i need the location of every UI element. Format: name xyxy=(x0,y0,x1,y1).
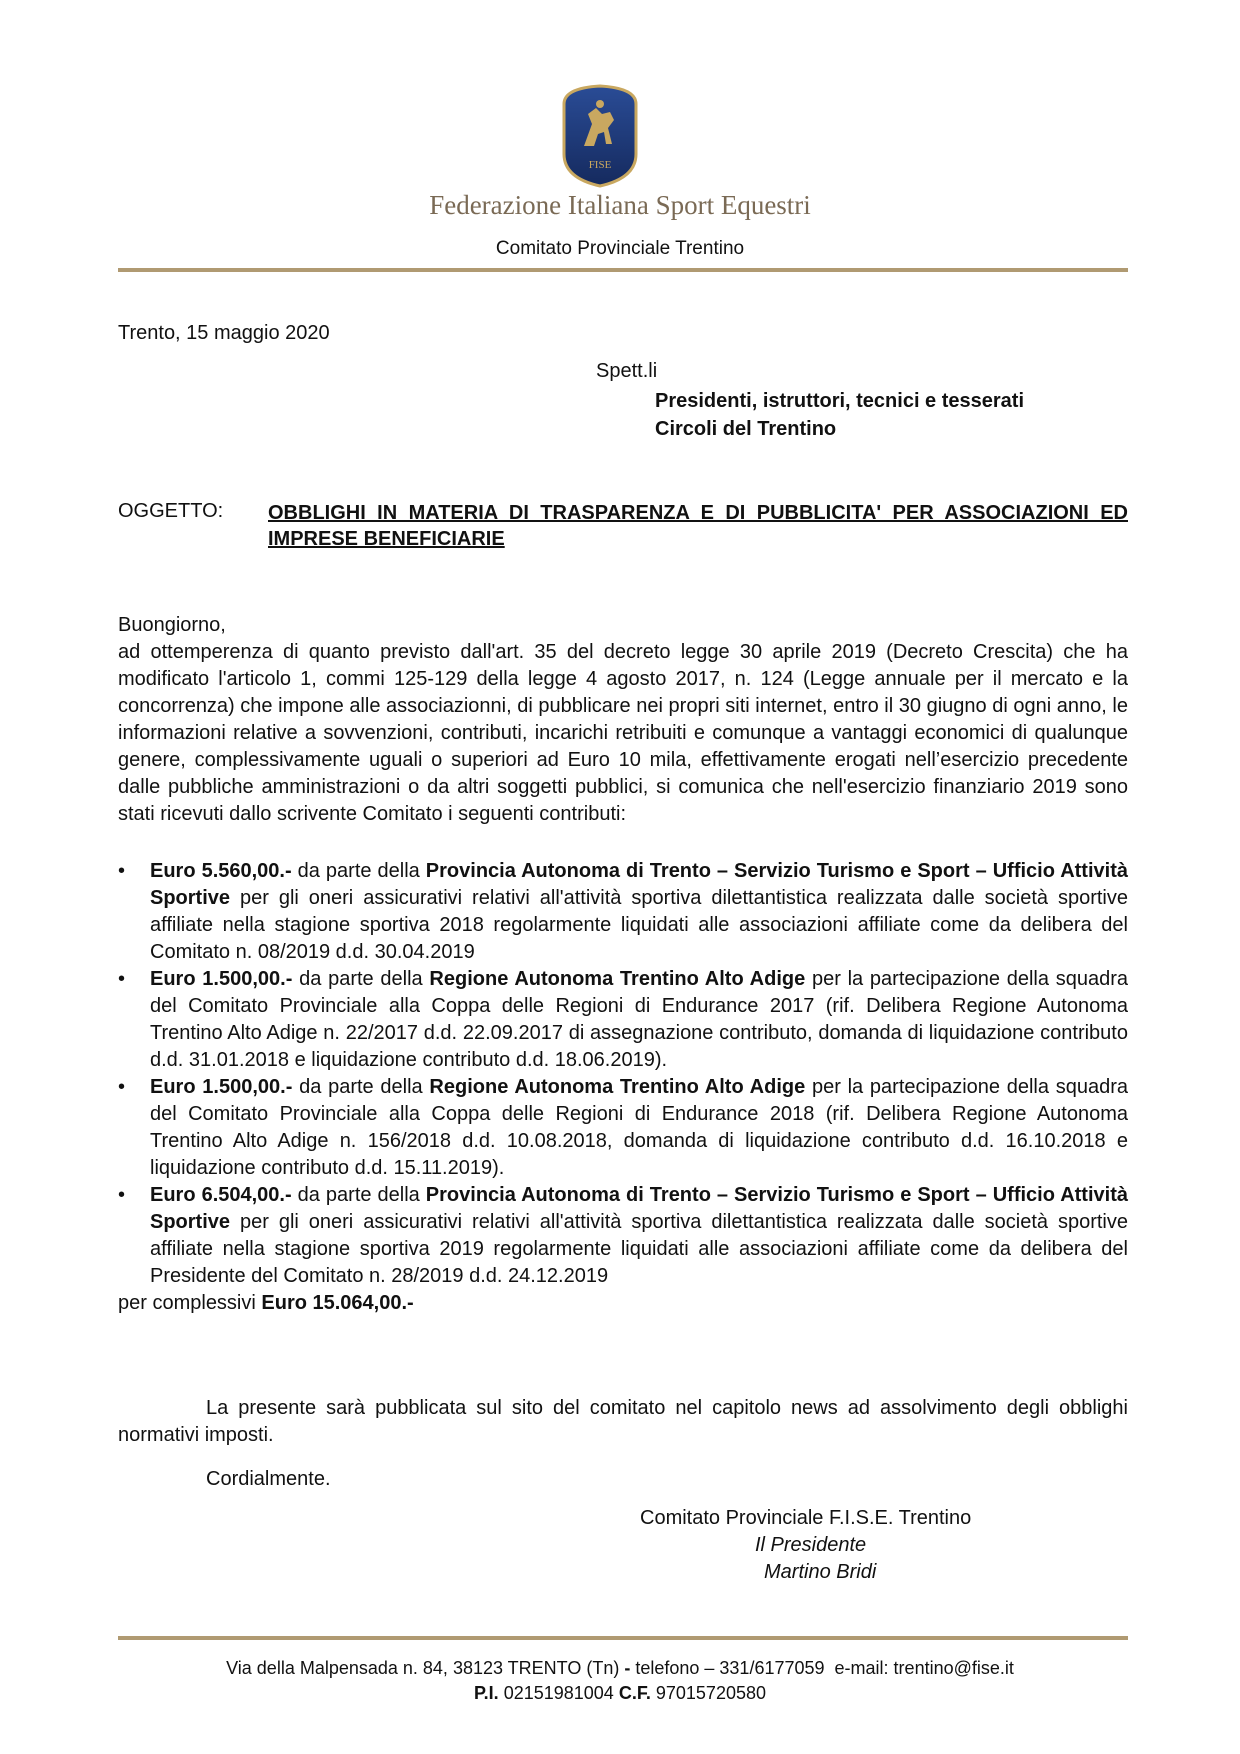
total-line xyxy=(118,1290,1128,1317)
contribution-detail: per la partecipazione della squadra del Comitato Provinciale alla Coppa delle Regioni di Endurance 2017 (rif. Delibera Regione Autonoma Trentino Alto Adige n. 22/2017 d.d. 22.09.2017 di assegnazione contributo, domanda di liquidazione contributo d.d. 31.01.2018 e liquidazione contributo d.d. 18.06.2019). xyxy=(150,968,1129,1071)
closing-phrase: Cordialmente. xyxy=(206,1468,331,1490)
subject-label: OGGETTO: xyxy=(118,500,224,522)
contribution-amount: Euro 1.500,00.- xyxy=(150,968,293,990)
list-item xyxy=(118,1074,1128,1182)
list-item xyxy=(118,858,1128,966)
cf-label: C.F. xyxy=(618,1683,651,1703)
greeting: Buongiorno, xyxy=(118,614,226,636)
contribution-detail: per gli oneri assicurativi relativi all'attività sportiva dilettantistica realizzata dalle società sportive affiliate nella stagione sportiva 2019 regolarmente liquidati alle associazioni affiliate come da delibera del Presidente del Comitato n. 28/2019 d.d. 24.12.2019 xyxy=(150,1211,1128,1287)
salutation-prefix: Spett.li xyxy=(596,360,658,382)
contribution-source: Regione Autonoma Trentino Alto Adige xyxy=(429,1076,806,1098)
footer-address: Via della Malpensada n. 84, 38123 TRENTO (Tn) xyxy=(226,1658,620,1678)
contribution-amount: Euro 1.500,00.- xyxy=(150,1076,293,1098)
list-item xyxy=(118,966,1128,1074)
bullet-icon: • xyxy=(118,1076,126,1098)
bullet-icon: • xyxy=(118,1184,126,1206)
recipient-line-1: Presidenti, istruttori, tecnici e tesserati xyxy=(655,390,1025,412)
contribution-connector: da parte della xyxy=(291,1184,426,1206)
bullet-icon: • xyxy=(118,860,126,882)
contribution-amount: Euro 5.560,00.- xyxy=(150,860,292,882)
contribution-connector: da parte della xyxy=(291,860,426,882)
contribution-source: Regione Autonoma Trentino Alto Adige xyxy=(429,968,806,990)
intro-paragraph: ad ottemperenza di quanto previsto dall'art. 35 del decreto legge 30 aprile 2019 (Decreto Crescita) che ha modificato l'articolo 1, commi 125-129 della legge 4 agosto 2017, n. 124 (Legge annuale per il mercato e la concorrenza) che impone alle associazionni, di pubblicare nei propri siti internet, entro il 30 giugno di ogni anno, le informazioni relative a sovvenzioni, contributi, incarichi retribuiti e comunque a vantaggi economici di qualunque genere, complessivamente uguali o superiori ad Euro 10 mila, effettivamente erogati nell’esercizio precedente dalle pubbliche amministrazioni o da altri soggetti pubblici, si comunica che nell'esercizio finanziario 2019 sono stati ricevuti dallo scrivente Comitato i seguenti contributi: xyxy=(118,641,1128,825)
recipient-line-2: Circoli del Trentino xyxy=(655,418,837,440)
publication-note: La presente sarà pubblicata sul sito del comitato nel capitolo news ad assolvimento degli obblighi normativi imposti. xyxy=(118,1397,1128,1446)
footer-separator: - xyxy=(619,1658,636,1678)
pi-label: P.I. xyxy=(473,1683,499,1703)
total-amount: Euro 15.064,00.- xyxy=(261,1292,414,1314)
contribution-detail: per la partecipazione della squadra del Comitato Provinciale alla Coppa delle Regioni di Endurance 2018 (rif. Delibera Regione Autonoma Trentino Alto Adige n. 156/2018 d.d. 10.08.2018, domanda di liquidazione contributo d.d. 16.10.2018 e liquidazione contributo d.d. 15.11.2019). xyxy=(150,1076,1129,1179)
contribution-connector: da parte della xyxy=(292,968,430,990)
logo-text: FISE xyxy=(588,159,612,171)
footer-contact xyxy=(0,1658,1240,1679)
signature-role: Il Presidente xyxy=(755,1534,867,1556)
contribution-source: Provincia Autonoma di Trento – Servizio Turismo e Sport – Ufficio Attività Sportive xyxy=(150,860,1128,909)
contribution-source: Provincia Autonoma di Trento – Servizio Turismo e Sport – Ufficio Attività Sportive xyxy=(150,1184,1128,1233)
header-divider xyxy=(118,268,1128,272)
bullet-icon: • xyxy=(118,968,126,990)
pi-value: 02151981004 xyxy=(503,1683,614,1703)
footer-divider xyxy=(118,1636,1128,1640)
contribution-amount: Euro 6.504,00.- xyxy=(150,1184,292,1206)
subject-text: OBBLIGHI IN MATERIA DI TRASPARENZA E DI PUBBLICITA' PER ASSOCIAZIONI ED IMPRESE BENEFICIARIE xyxy=(268,502,1128,550)
total-prefix: per complessivi xyxy=(118,1292,262,1314)
fise-shield-icon xyxy=(558,84,642,188)
list-item xyxy=(118,1182,1128,1290)
signature-org: Comitato Provinciale F.I.S.E. Trentino xyxy=(640,1507,972,1529)
letterhead-logo xyxy=(410,52,830,232)
cf-value: 97015720580 xyxy=(655,1683,766,1703)
committee-name: Comitato Provinciale Trentino xyxy=(495,238,745,259)
footer-phone: telefono – 331/6177059 xyxy=(635,1658,825,1678)
contributions-list xyxy=(118,858,1128,1317)
contribution-connector: da parte della xyxy=(292,1076,430,1098)
signature-name: Martino Bridi xyxy=(764,1561,877,1583)
contribution-detail: per gli oneri assicurativi relativi all'attività sportiva dilettantistica realizzata dalle società sportive affiliate nella stagione sportiva 2018 regolarmente liquidati alle associazioni affiliate come da delibera del Comitato n. 08/2019 d.d. 30.04.2019 xyxy=(150,887,1128,963)
letter-date: Trento, 15 maggio 2020 xyxy=(118,322,330,344)
footer-tax-ids xyxy=(0,1683,1240,1704)
federation-name: Federazione Italiana Sport Equestri xyxy=(429,190,811,220)
footer-email: e-mail: trentino@fise.it xyxy=(834,1658,1014,1678)
